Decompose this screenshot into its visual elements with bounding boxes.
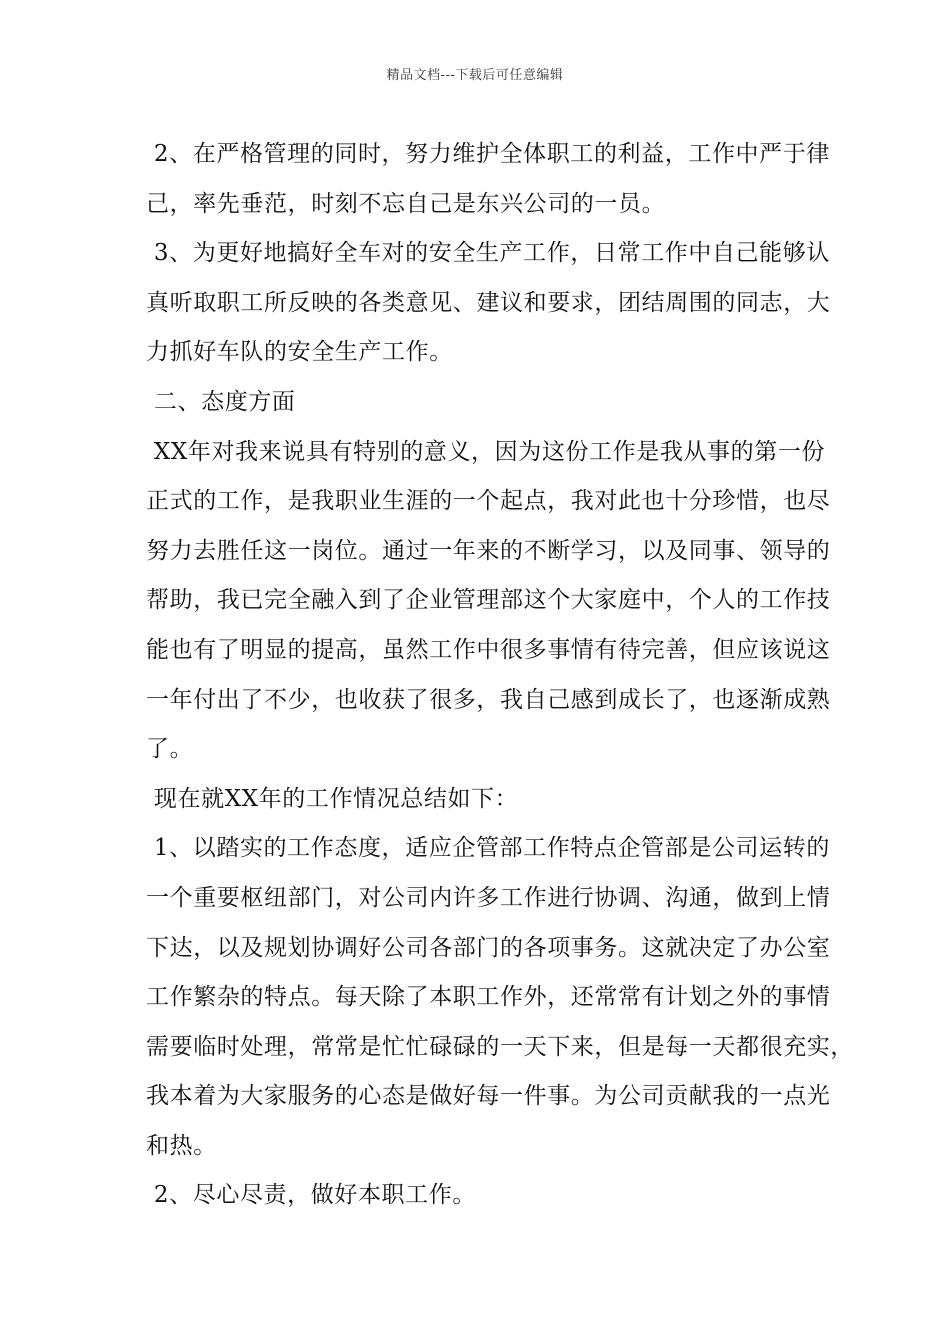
text-line: XX年对我来说具有特别的意义，因为这份工作是我从事的第一份 [146,438,826,465]
text-line: 工作繁杂的特点。每天除了本职工作外，还常常有计划之外的事情 [146,984,831,1011]
text-line: 一年付出了不少，也收获了很多，我自己感到成长了，也逐渐成熟 [146,686,831,713]
text-line: 一个重要枢纽部门，对公司内许多工作进行协调、沟通，做到上情 [146,884,831,911]
text-line: 正式的工作，是我职业生涯的一个起点，我对此也十分珍惜，也尽 [146,488,831,515]
page-header: 精品文档---下载后可任意编辑 [386,68,564,83]
text-line: 2、尽心尽责，做好本职工作。 [146,1182,476,1209]
text-line: 3、为更好地搞好全车对的安全生产工作，日常工作中自己能够认 [146,240,830,267]
document-body [146,130,854,1221]
text-line: 帮助，我已完全融入到了企业管理部这个大家庭中，个人的工作技 [146,587,831,614]
text-line: 下达，以及规划协调好公司各部门的各项事务。这就决定了办公室 [146,934,831,961]
text-line: 己，率先垂范，时刻不忘自己是东兴公司的一员。 [146,190,666,217]
text-line: 2、在严格管理的同时，努力维护全体职工的利益，工作中严于律 [146,141,830,167]
text-line: 现在就XX年的工作情况总结如下： [146,785,519,812]
text-line: 努力去胜任这一岗位。通过一年来的不断学习，以及同事、领导的 [146,537,831,564]
text-line: 能也有了明显的提高，虽然工作中很多事情有待完善，但应该说这 [146,636,831,663]
section-heading: 二、态度方面 [146,388,296,415]
text-line: 真听取职工所反映的各类意见、建议和要求，团结周围的同志，大 [146,289,831,316]
text-line: 和热。 [146,1132,217,1159]
text-line: 1、以踏实的工作态度，适应企管部工作特点企管部是公司运转的 [146,835,830,862]
text-line: 了。 [146,736,194,763]
text-line: 需要临时处理，常常是忙忙碌碌的一天下来，但是每一天都很充实， [146,1033,854,1060]
text-line: 我本着为大家服务的心态是做好每一件事。为公司贡献我的一点光 [146,1083,831,1110]
text-line: 力抓好车队的安全生产工作。 [146,339,453,366]
